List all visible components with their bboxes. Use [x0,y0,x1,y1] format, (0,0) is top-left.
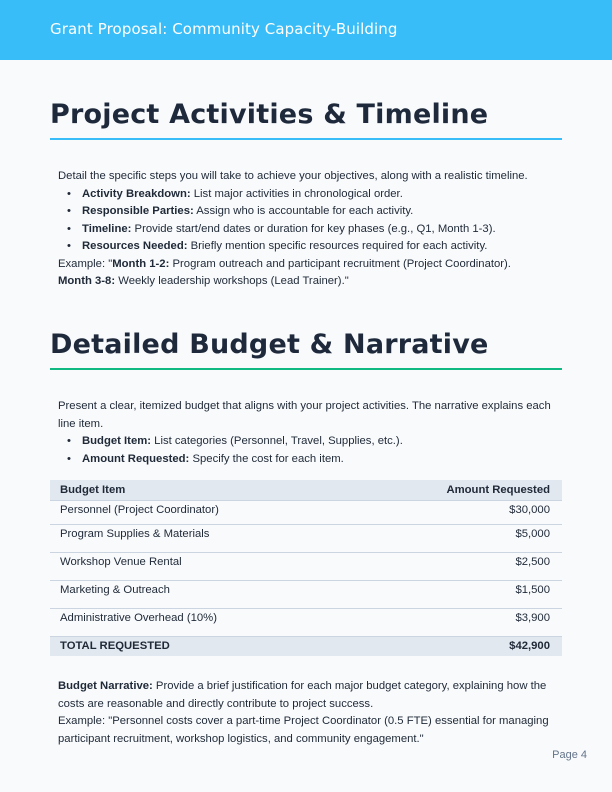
amount-cell: $2,500 [515,555,550,568]
narrative-paragraph [58,678,554,713]
bullet-text: Specify the cost for each item. [189,452,344,465]
table-row [50,524,562,552]
bullet-label: Amount Requested: [82,452,190,465]
budget-item-cell: Administrative Overhead (10%) [60,611,217,624]
bullet-text: Assign who is accountable for each activity. [193,205,414,217]
table-total-row [50,636,562,656]
table-row [50,500,562,524]
section-title-activities: Project Activities & Timeline [50,99,562,140]
amount-cell: $30,000 [509,503,550,516]
bullet-text: Provide start/end dates or duration for key phases (e.g., Q1, Month 1-3). [131,222,496,235]
amount-cell: $5,000 [515,527,550,540]
narrative-text: Provide a brief justification for each major budget category, explaining how the costs are reasonable and directly contribute to project success. [58,680,547,710]
budget-item-cell: Marketing & Outreach [60,583,170,596]
bullet-text: Briefly mention specific resources required for each activity. [187,240,488,252]
bullet-label: Timeline: [82,222,132,235]
budget-bullet-list [58,433,554,468]
total-label: TOTAL REQUESTED [60,640,170,653]
page-header [0,0,612,60]
activities-body [58,168,554,291]
activities-intro: Detail the specific steps you will take to achieve your objectives, along with a realistic timeline. [58,170,528,182]
bullet-text: List major activities in chronological order. [190,187,403,200]
table-row [50,608,562,636]
table-row [50,552,562,580]
amount-cell: $3,900 [515,611,550,624]
bullet-text: List categories (Personnel, Travel, Supplies, etc.). [151,435,403,447]
budget-body [58,398,554,468]
page-number: Page 4 [552,749,587,761]
example-text: Weekly leadership workshops (Lead Trainer)." [115,275,349,287]
activities-example [58,256,554,291]
total-amount: $42,900 [509,640,550,653]
bullet-item [82,451,554,469]
amount-cell: $1,500 [515,583,550,596]
bullet-label: Responsible Parties: [82,205,194,217]
narrative-label: Budget Narrative: [58,680,153,692]
document-title: Grant Proposal: Community Capacity-Building [50,20,398,38]
example-text: Program outreach and participant recruitment (Project Coordinator). [169,257,511,270]
budget-intro: Present a clear, itemized budget that aligns with your project activities. The narrative explains each line item. [58,400,551,430]
bullet-item [82,186,554,204]
bullet-label: Budget Item: [82,435,152,447]
example-label: Month 1-2: [112,257,170,270]
budget-table [50,480,562,656]
bullet-item [82,238,554,256]
bullet-label: Resources Needed: [82,240,188,252]
section-title-budget: Detailed Budget & Narrative [50,329,562,370]
bullet-item [82,221,554,239]
budget-item-cell: Program Supplies & Materials [60,527,210,540]
example-prefix: Example: " [58,257,113,270]
bullet-item [82,203,554,221]
table-header-row [50,480,562,500]
budget-item-cell: Workshop Venue Rental [60,555,182,568]
table-row [50,580,562,608]
budget-item-cell: Personnel (Project Coordinator) [60,503,219,516]
budget-narrative [58,678,554,748]
column-header-item: Budget Item [50,480,352,500]
column-header-amount: Amount Requested [352,480,562,500]
activities-bullet-list [58,186,554,256]
bullet-item [82,433,554,451]
narrative-example: Example: "Personnel costs cover a part-time Project Coordinator (0.5 FTE) essential for managing participant recruitment, workshop logistics, and community engagement." [58,715,549,745]
bullet-label: Activity Breakdown: [82,187,191,200]
example-label: Month 3-8: [58,275,116,287]
